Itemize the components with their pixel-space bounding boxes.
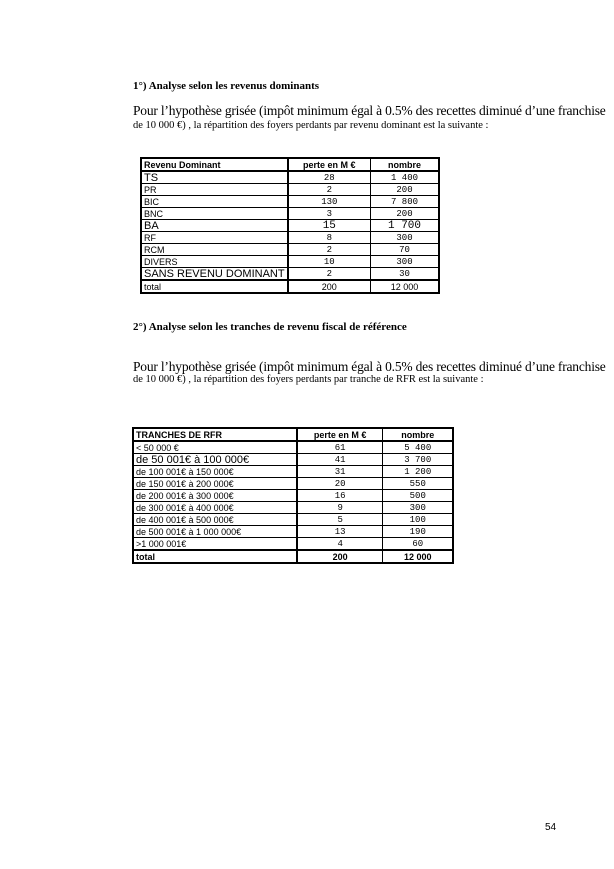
total-nombre: 12 000 [371, 280, 439, 293]
row-nombre: 1 700 [371, 220, 439, 232]
table-row [141, 196, 439, 208]
row-label: BA [141, 220, 288, 232]
row-label: RCM [141, 244, 288, 256]
row-label: de 100 001€ à 150 000€ [133, 466, 297, 478]
table-header-row [133, 428, 453, 441]
row-label: BIC [141, 196, 288, 208]
row-perte: 5 [297, 514, 383, 526]
section1-heading: 1°) Analyse selon les revenus dominants [133, 80, 320, 92]
table-row [141, 268, 439, 281]
table-row [141, 256, 439, 268]
row-perte: 28 [288, 171, 371, 184]
table-row [133, 502, 453, 514]
row-nombre: 300 [383, 502, 453, 514]
row-nombre: 300 [371, 256, 439, 268]
row-perte: 61 [297, 441, 383, 454]
row-label: de 200 001€ à 300 000€ [133, 490, 297, 502]
total-label: total [133, 550, 297, 563]
table-row [133, 454, 453, 466]
row-perte: 4 [297, 538, 383, 551]
table-total-row [133, 550, 453, 563]
row-perte: 3 [288, 208, 371, 220]
row-nombre: 200 [371, 208, 439, 220]
row-perte: 2 [288, 244, 371, 256]
table-header-row [141, 158, 439, 171]
row-label: DIVERS [141, 256, 288, 268]
table-row [141, 184, 439, 196]
header-nombre: nombre [371, 158, 439, 171]
total-nombre: 12 000 [383, 550, 453, 563]
row-nombre: 500 [383, 490, 453, 502]
row-perte: 10 [288, 256, 371, 268]
table-row [141, 220, 439, 232]
header-revenu-dominant: Revenu Dominant [141, 158, 288, 171]
table-row [133, 490, 453, 502]
row-perte: 15 [288, 220, 371, 232]
row-nombre: 550 [383, 478, 453, 490]
row-label: de 300 001€ à 400 000€ [133, 502, 297, 514]
row-label: BNC [141, 208, 288, 220]
row-nombre: 30 [371, 268, 439, 281]
row-perte: 2 [288, 268, 371, 281]
header-nombre: nombre [383, 428, 453, 441]
table-row [141, 232, 439, 244]
row-perte: 13 [297, 526, 383, 538]
row-perte: 41 [297, 454, 383, 466]
row-nombre: 190 [383, 526, 453, 538]
row-nombre: 200 [371, 184, 439, 196]
row-label: TS [141, 171, 288, 184]
table-row [133, 478, 453, 490]
row-label: PR [141, 184, 288, 196]
table-row [141, 244, 439, 256]
row-perte: 8 [288, 232, 371, 244]
row-perte: 16 [297, 490, 383, 502]
page-number: 54 [545, 822, 557, 833]
section1-paragraph-line1: Pour l’hypothèse grisée (impôt minimum égal à 0.5% des recettes diminué d’une franchise [133, 103, 606, 118]
total-perte: 200 [297, 550, 383, 563]
row-nombre: 300 [371, 232, 439, 244]
header-perte: perte en M € [288, 158, 371, 171]
table-row [133, 441, 453, 454]
table-row [133, 538, 453, 551]
row-label: >1 000 001€ [133, 538, 297, 551]
row-label: de 150 001€ à 200 000€ [133, 478, 297, 490]
table-row [133, 466, 453, 478]
row-nombre: 7 800 [371, 196, 439, 208]
table-row [133, 514, 453, 526]
header-perte: perte en M € [297, 428, 383, 441]
section2-paragraph-line1: Pour l’hypothèse grisée (impôt minimum égal à 0.5% des recettes diminué d’une franchise [133, 359, 606, 374]
row-nombre: 1 400 [371, 171, 439, 184]
header-tranches: TRANCHES DE RFR [133, 428, 297, 441]
row-perte: 130 [288, 196, 371, 208]
section2-paragraph-line2: de 10 000 €) , la répartition des foyers perdants par tranche de RFR est la suivante : [133, 374, 484, 385]
section1-paragraph-line2: de 10 000 €) , la répartition des foyers perdants par revenu dominant est la suivante : [133, 120, 489, 131]
row-perte: 2 [288, 184, 371, 196]
row-label: < 50 000 € [133, 441, 297, 454]
total-label: total [141, 280, 288, 293]
section2-heading: 2°) Analyse selon les tranches de revenu fiscal de référence [133, 321, 407, 333]
row-perte: 20 [297, 478, 383, 490]
table-row [133, 526, 453, 538]
row-nombre: 60 [383, 538, 453, 551]
row-perte: 31 [297, 466, 383, 478]
table-total-row [141, 280, 439, 293]
row-label: de 400 001€ à 500 000€ [133, 514, 297, 526]
table-row [141, 208, 439, 220]
row-label: SANS REVENU DOMINANT [141, 268, 288, 281]
revenu-dominant-table [140, 157, 440, 294]
tranches-rfr-table [132, 427, 454, 564]
row-nombre: 3 700 [383, 454, 453, 466]
row-nombre: 5 400 [383, 441, 453, 454]
row-perte: 9 [297, 502, 383, 514]
total-perte: 200 [288, 280, 371, 293]
row-nombre: 1 200 [383, 466, 453, 478]
row-nombre: 100 [383, 514, 453, 526]
row-label: de 50 001€ à 100 000€ [133, 454, 297, 466]
row-label: RF [141, 232, 288, 244]
row-label: de 500 001€ à 1 000 000€ [133, 526, 297, 538]
row-nombre: 70 [371, 244, 439, 256]
table-row [141, 171, 439, 184]
